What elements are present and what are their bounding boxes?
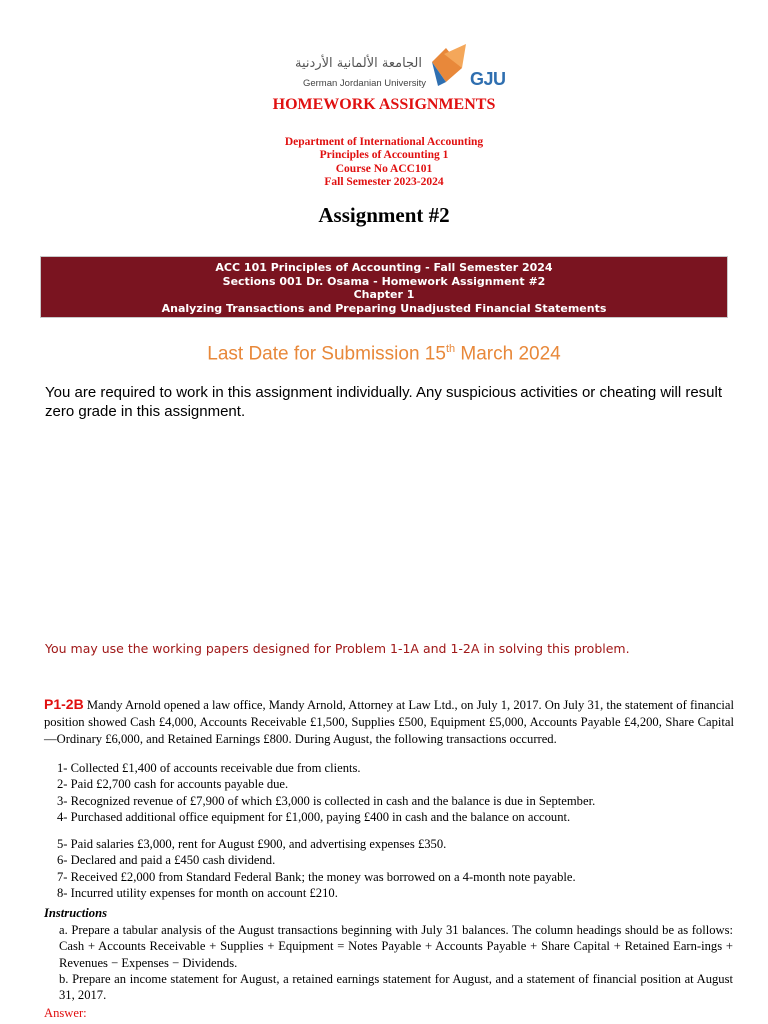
banner-line-course: ACC 101 Principles of Accounting - Fall Semester 2024 <box>215 261 553 274</box>
logo-english-name: German Jordanian University <box>302 78 426 89</box>
list-item: 6- Declared and paid a £450 cash dividend. <box>57 853 276 868</box>
university-logo <box>262 44 506 92</box>
answer-label: Answer: <box>44 1006 87 1020</box>
instruction-a: a. Prepare a tabular analysis of the August transactions beginning with July 31 balances. The column headings should be as follows: Cash + Accounts Receivable + Supplies + Equipment = Notes Payable + Accounts Payable + Share Capital + Retained Earn-ings + Revenues − Expenses − Dividends. <box>59 923 733 970</box>
instructions-body <box>59 922 733 1003</box>
instruction-b: b. Prepare an income statement for August, a retained earnings statement for August, and a statement of financial position at August 31, 2017. <box>59 971 733 1003</box>
list-item: 1- Collected £1,400 of accounts receivable due from clients. <box>57 761 361 775</box>
list-item: 5- Paid salaries £3,000, rent for August £900, and advertising expenses £350. <box>57 837 447 851</box>
list-item: 3- Recognized revenue of £7,900 of which £3,000 is collected in cash and the balance is due in September. <box>57 793 596 808</box>
course-number: Course No ACC101 <box>335 162 433 175</box>
course-info <box>0 136 768 190</box>
list-item: 8- Incurred utility expenses for month on account £210. <box>57 885 338 900</box>
problem-text: Mandy Arnold opened a law office, Mandy Arnold, Attorney at Law Ltd., on July 1, 2017. On July 31, the statement of financial position showed Cash £4,000, Accounts Receivable £1,500, Supplies £500, Equipment £5,000, Accounts Payable £4,200, Share Capital—Ordinary £6,000, and Retained Earnings £800. During August, the following transactions occurred. <box>44 698 735 746</box>
transaction-list-2 <box>57 836 737 901</box>
problem-number: P1-2B <box>44 696 84 712</box>
banner-line-chapter: Chapter 1 <box>353 288 415 302</box>
transaction-list-1 <box>57 760 737 825</box>
deadline-suffix: March 2024 <box>455 343 561 365</box>
problem-statement <box>44 696 734 748</box>
working-papers-note: You may use the working papers designed for Problem 1-1A and 1-2A in solving this problem. <box>45 641 630 656</box>
logo-arabic-name: الجامعة الألمانية الأردنية <box>295 56 422 71</box>
individual-work-notice: You are required to work in this assignment individually. Any suspicious activities or cheating will result zero grade in this assignment. <box>45 384 722 420</box>
course-name: Principles of Accounting 1 <box>319 149 449 162</box>
chapter-banner <box>40 256 728 318</box>
homework-title: HOMEWORK ASSIGNMENTS <box>272 96 496 113</box>
assignment-title: Assignment #2 <box>318 203 450 227</box>
instructions-heading: Instructions <box>44 906 107 920</box>
semester: Fall Semester 2023-2024 <box>324 176 444 189</box>
list-item: 2- Paid £2,700 cash for accounts payable due. <box>57 777 289 792</box>
department-name: Department of International Accounting <box>284 136 484 148</box>
logo-gju-text: GJU <box>470 69 506 89</box>
deadline-prefix: Last Date for Submission 15 <box>207 343 446 365</box>
banner-line-topic: Analyzing Transactions and Preparing Unadjusted Financial Statements <box>161 301 607 315</box>
deadline-ordinal: th <box>445 343 456 355</box>
list-item: 4- Purchased additional office equipment for £1,000, paying £400 in cash and the balance on account. <box>57 809 571 824</box>
banner-line-section: Sections 001 Dr. Osama - Homework Assignment #2 <box>222 274 546 288</box>
list-item: 7- Received £2,000 from Standard Federal Bank; the money was borrowed on a 4-month note payable. <box>57 869 576 884</box>
submission-deadline <box>0 343 768 365</box>
